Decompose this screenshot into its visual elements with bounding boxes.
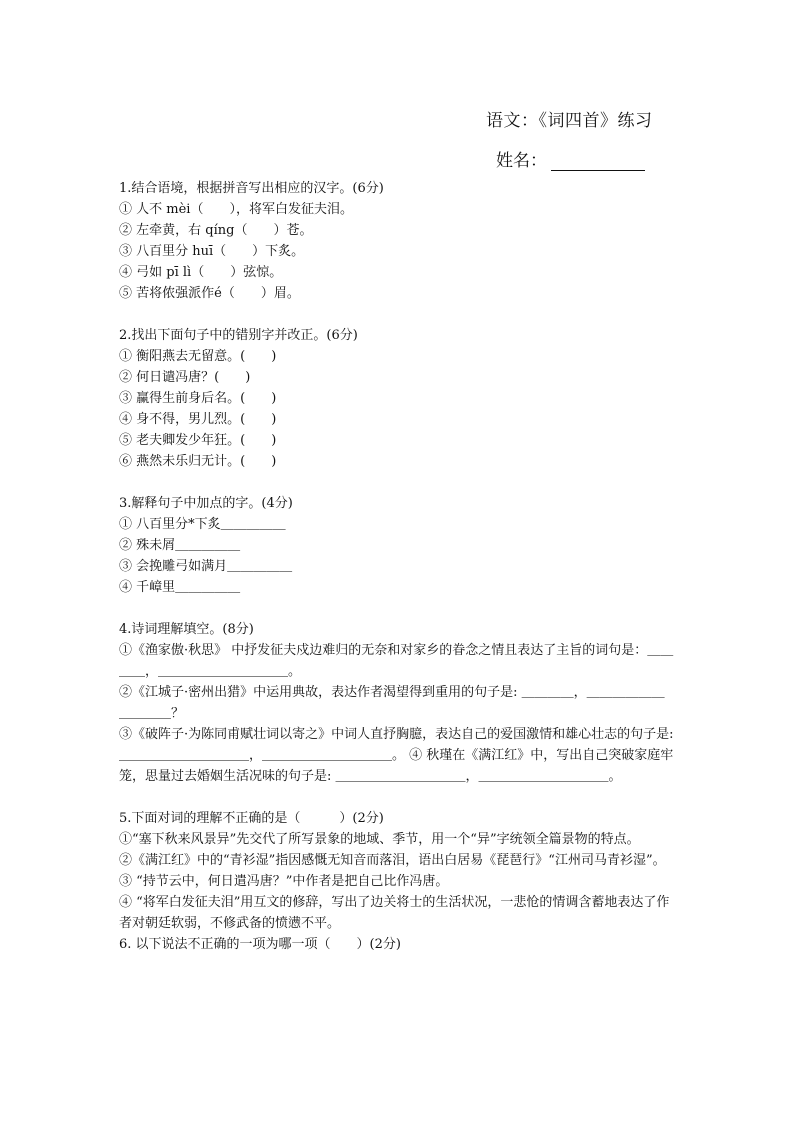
question-2-heading: 2.找出下面句子中的错别字并改正。(6分) [119, 328, 358, 343]
question-6 [119, 934, 677, 955]
question-5 [119, 808, 677, 934]
question-6-heading: 6. 以下说法不正确的一项为哪一项（ ）(2分) [119, 937, 401, 952]
question-5-option-4: ④ “将军白发征夫泪”用互文的修辞，写出了边关将士的生活状况，一悲怆的情调含蓄地表达了作者对朝廷软弱，不修武备的愤懑不平。 [119, 895, 670, 931]
question-1-item: ⑤ 苦将侬强派作é（ ）眉。 [119, 286, 300, 301]
question-3-item: ④ 千嶂里＿＿＿＿＿ [119, 580, 241, 595]
question-5-option-3: ③ “持节云中，何日遣冯唐？”中作者是把自己比作冯唐。 [119, 874, 449, 889]
question-1-item: ① 人不 mèi（ ），将军白发征夫泪。 [119, 202, 353, 217]
worksheet-title: 语文：《词四首》练习 [486, 111, 653, 131]
question-3-heading: 3.解释句子中加点的字。(4分) [119, 496, 293, 511]
question-2 [119, 325, 677, 472]
question-1-item: ③ 八百里分 huī（ ）下炙。 [119, 244, 305, 259]
question-4-heading: 4.诗词理解填空。(8分) [119, 622, 254, 637]
question-1-heading: 1.结合语境，根据拼音写出相应的汉字。(6分) [119, 181, 384, 196]
spacer [119, 472, 677, 493]
question-4-part-3: ③《破阵子·为陈同甫赋壮词以寄之》中词人直抒胸臆，表达自己的爱国激情和雄心壮志的句子是: ＿＿＿＿＿＿＿＿＿＿，＿＿＿＿＿＿＿＿＿＿。 ④ 秋瑾在《满江红》中，写出自己突破家庭牢笼，思量过去婚姻生活况味的句子是: ＿＿＿＿＿＿＿＿＿＿，＿＿＿＿＿＿＿＿＿＿。 [119, 727, 674, 784]
question-1 [119, 178, 677, 304]
question-3-item: ③ 会挽雕弓如满月＿＿＿＿＿ [119, 559, 293, 574]
spacer [119, 304, 677, 325]
question-3-item: ① 八百里分*下炙＿＿＿＿＿ [119, 517, 286, 532]
spacer [119, 598, 677, 619]
question-2-item: ⑤ 老夫卿发少年狂。( ) [119, 433, 277, 448]
spacer [119, 787, 677, 808]
question-4-part-1: ①《渔家傲·秋思》 中抒发征夫戍边难归的无奈和对家乡的眷念之情且表达了主旨的词句是：＿＿＿＿，＿＿＿＿＿＿＿＿＿＿。 [119, 643, 674, 679]
question-5-option-1: ①“塞下秋来风景异”先交代了所写景象的地域、季节，用一个“异”字统领全篇景物的特点。 [119, 832, 640, 847]
question-2-item: ① 衡阳燕去无留意。( ) [119, 349, 277, 364]
worksheet-content [119, 178, 677, 955]
question-2-item: ④ 身不得，男儿烈。( ) [119, 412, 277, 427]
question-5-option-2: ②《满江红》中的“青衫湿”指因感慨无知音而落泪，语出白居易《琵琶行》“江州司马青衫湿”。 [119, 853, 666, 868]
question-4-part-2: ②《江城子·密州出猎》中运用典故，表达作者渴望得到重用的句子是: ＿＿＿＿，＿＿＿＿＿＿＿＿＿＿？ [119, 685, 665, 721]
question-2-item: ⑥ 燕然未乐归无计。( ) [119, 454, 277, 469]
question-3-item: ② 殊未屑＿＿＿＿＿ [119, 538, 241, 553]
name-label: 姓名： [496, 151, 547, 171]
question-4 [119, 619, 677, 787]
question-1-item: ④ 弓如 pī lì（ ）弦惊。 [119, 265, 283, 280]
question-3 [119, 493, 677, 598]
name-field-row [496, 146, 645, 171]
question-2-item: ③ 赢得生前身后名。( ) [119, 391, 277, 406]
question-1-item: ② 左牵黄，右 qíng（ ）苍。 [119, 223, 313, 238]
name-blank-line[interactable] [551, 152, 645, 171]
question-2-item: ② 何日谴冯唐？( ) [119, 370, 251, 385]
question-5-heading: 5.下面对词的理解不正确的是（ ）(2分) [119, 811, 384, 826]
